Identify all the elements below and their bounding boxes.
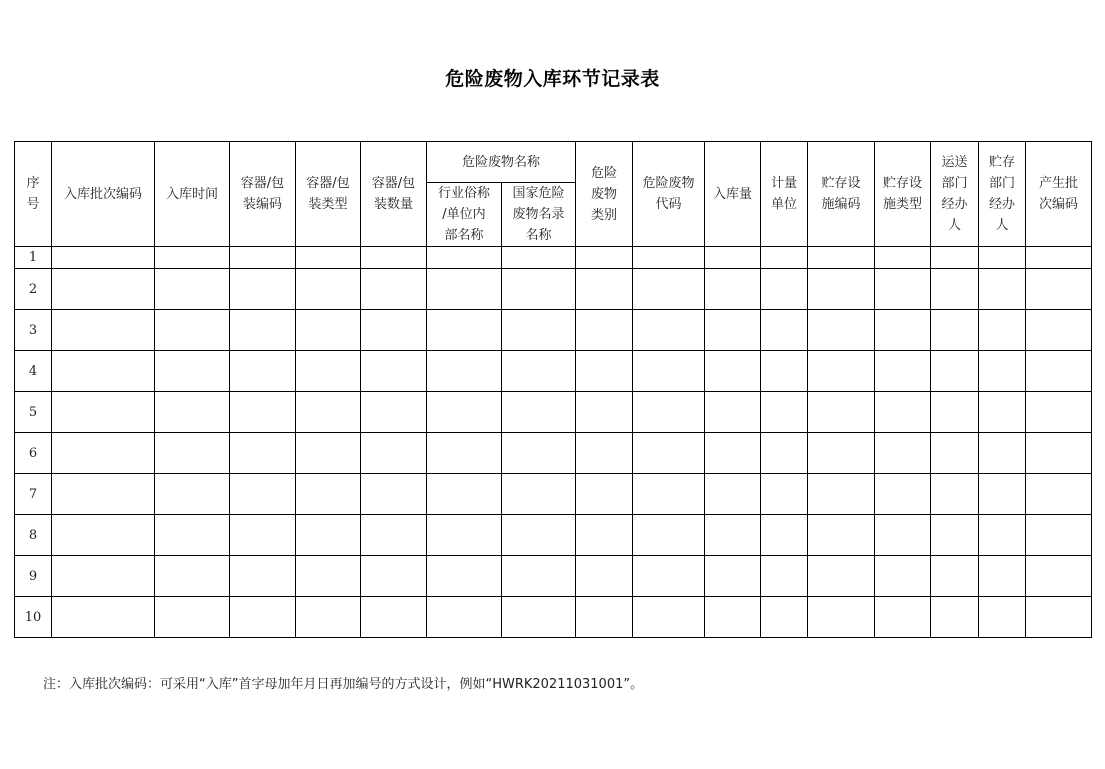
table-cell[interactable] [427,247,502,269]
table-cell[interactable] [931,269,979,310]
row-seq-number: 8 [15,515,52,556]
table-cell[interactable] [52,351,155,392]
table-cell[interactable] [979,515,1026,556]
table-cell[interactable] [361,269,427,310]
row-seq-number: 5 [15,392,52,433]
table-cell[interactable] [633,310,705,351]
table-cell[interactable] [875,556,931,597]
table-cell[interactable] [230,310,296,351]
table-cell[interactable] [705,556,761,597]
table-cell[interactable] [427,556,502,597]
table-cell[interactable] [502,247,576,269]
table-cell[interactable] [705,474,761,515]
table-cell[interactable] [52,474,155,515]
table-cell[interactable] [502,597,576,638]
row-seq-number: 4 [15,351,52,392]
row-seq-number: 10 [15,597,52,638]
table-cell[interactable] [155,310,230,351]
table-cell[interactable] [761,269,808,310]
table-cell[interactable] [761,515,808,556]
table-cell[interactable] [155,515,230,556]
table-cell[interactable] [230,351,296,392]
table-cell[interactable] [979,247,1026,269]
table-cell[interactable] [633,269,705,310]
table-cell[interactable] [808,597,875,638]
table-cell[interactable] [155,392,230,433]
table-cell[interactable] [1026,247,1092,269]
table-cell[interactable] [361,433,427,474]
table-cell[interactable] [155,556,230,597]
table-cell[interactable] [52,310,155,351]
table-cell[interactable] [633,556,705,597]
table-cell[interactable] [52,269,155,310]
table-cell[interactable] [576,269,633,310]
table-cell[interactable] [979,392,1026,433]
table-cell[interactable] [502,269,576,310]
table-cell[interactable] [296,556,361,597]
table-cell[interactable] [633,474,705,515]
table-cell[interactable] [576,433,633,474]
table-cell[interactable] [576,597,633,638]
table-cell[interactable] [576,351,633,392]
table-cell[interactable] [155,247,230,269]
table-cell[interactable] [633,247,705,269]
table-cell[interactable] [808,247,875,269]
table-cell[interactable] [979,474,1026,515]
table-cell[interactable] [230,392,296,433]
table-cell[interactable] [875,269,931,310]
table-cell[interactable] [502,351,576,392]
table-cell[interactable] [705,597,761,638]
table-cell[interactable] [52,247,155,269]
table-cell[interactable] [296,433,361,474]
table-cell[interactable] [979,556,1026,597]
table-cell[interactable] [761,474,808,515]
table-cell[interactable] [52,556,155,597]
table-cell[interactable] [576,392,633,433]
table-row [15,433,1092,474]
table-row [15,515,1092,556]
table-cell[interactable] [155,597,230,638]
table-cell[interactable] [576,310,633,351]
table-row [15,392,1092,433]
table-cell[interactable] [1026,556,1092,597]
table-cell[interactable] [427,351,502,392]
table-cell[interactable] [1026,269,1092,310]
footnote: 注：入库批次编码：可采用“入库”首字母加年月日再加编号的方式设计，例如“HWRK20211031001”。 [43,677,644,692]
table-cell[interactable] [296,515,361,556]
header-inbound-time: 入库时间 [155,142,230,247]
table-cell[interactable] [633,433,705,474]
table-cell[interactable] [1026,351,1092,392]
table-cell[interactable] [230,247,296,269]
table-row [15,269,1092,310]
table-cell[interactable] [230,433,296,474]
header-waste-name-group: 危险废物名称 [427,142,576,183]
table-cell[interactable] [761,310,808,351]
table-row [15,310,1092,351]
table-cell[interactable] [633,515,705,556]
table-body [15,247,1092,638]
table-cell[interactable] [296,310,361,351]
table-cell[interactable] [576,474,633,515]
table-cell[interactable] [808,269,875,310]
table-cell[interactable] [52,515,155,556]
header-inbound-qty: 入库量 [705,142,761,247]
table-cell[interactable] [230,269,296,310]
header-container-qty: 容器/包 装数量 [361,142,427,247]
table-cell[interactable] [875,310,931,351]
table-row [15,351,1092,392]
table-cell[interactable] [875,392,931,433]
table-cell[interactable] [931,515,979,556]
table-cell[interactable] [761,433,808,474]
table-cell[interactable] [761,556,808,597]
table-cell[interactable] [361,474,427,515]
table-cell[interactable] [427,392,502,433]
table-cell[interactable] [361,597,427,638]
header-waste-code: 危险废物 代码 [633,142,705,247]
table-cell[interactable] [1026,392,1092,433]
table-cell[interactable] [875,515,931,556]
table-cell[interactable] [761,597,808,638]
table-cell[interactable] [52,597,155,638]
table-cell[interactable] [979,597,1026,638]
table-cell[interactable] [230,474,296,515]
table-cell[interactable] [296,474,361,515]
table-cell[interactable] [808,474,875,515]
header-seq: 序 号 [15,142,52,247]
table-cell[interactable] [705,515,761,556]
table-cell[interactable] [502,310,576,351]
table-cell[interactable] [502,474,576,515]
table-cell[interactable] [705,392,761,433]
table-cell[interactable] [808,392,875,433]
table-cell[interactable] [931,392,979,433]
row-seq-number: 3 [15,310,52,351]
header-batch-code: 入库批次编码 [52,142,155,247]
header-production-batch: 产生批 次编码 [1026,142,1092,247]
table-cell[interactable] [1026,433,1092,474]
header-container-code: 容器/包 装编码 [230,142,296,247]
table-cell[interactable] [808,310,875,351]
table-cell[interactable] [875,433,931,474]
table-cell[interactable] [633,351,705,392]
table-cell[interactable] [576,556,633,597]
table-cell[interactable] [875,247,931,269]
table-cell[interactable] [502,515,576,556]
row-seq-number: 7 [15,474,52,515]
table-cell[interactable] [931,474,979,515]
table-row [15,474,1092,515]
table-cell[interactable] [979,269,1026,310]
table-cell[interactable] [155,433,230,474]
table-cell[interactable] [705,351,761,392]
table-cell[interactable] [427,474,502,515]
table-cell[interactable] [875,597,931,638]
table-cell[interactable] [427,597,502,638]
row-seq-number: 2 [15,269,52,310]
table-cell[interactable] [705,433,761,474]
table-cell[interactable] [931,310,979,351]
table-cell[interactable] [1026,515,1092,556]
table-cell[interactable] [931,351,979,392]
header-storage-handler: 贮存 部门 经办 人 [979,142,1026,247]
table-cell[interactable] [361,351,427,392]
table-cell[interactable] [361,247,427,269]
table-cell[interactable] [875,351,931,392]
table-cell[interactable] [931,433,979,474]
table-cell[interactable] [361,310,427,351]
table-cell[interactable] [979,351,1026,392]
table-cell[interactable] [931,556,979,597]
table-cell[interactable] [502,433,576,474]
table-cell[interactable] [705,247,761,269]
table-cell[interactable] [705,310,761,351]
table-cell[interactable] [931,247,979,269]
table-cell[interactable] [296,269,361,310]
table-cell[interactable] [52,433,155,474]
table-cell[interactable] [296,597,361,638]
header-unit: 计量 单位 [761,142,808,247]
table-cell[interactable] [761,392,808,433]
table-cell[interactable] [875,474,931,515]
table-cell[interactable] [427,433,502,474]
header-container-type: 容器/包 装类型 [296,142,361,247]
header-facility-type: 贮存设 施类型 [875,142,931,247]
table-cell[interactable] [361,515,427,556]
table-row [15,597,1092,638]
table-cell[interactable] [296,351,361,392]
table-cell[interactable] [230,515,296,556]
table-cell[interactable] [576,515,633,556]
inbound-record-table [14,141,1092,638]
table-cell[interactable] [52,392,155,433]
row-seq-number: 1 [15,247,52,269]
table-cell[interactable] [502,556,576,597]
table-cell[interactable] [705,269,761,310]
table-cell[interactable] [633,597,705,638]
table-row [15,556,1092,597]
table-cell[interactable] [808,351,875,392]
table-cell[interactable] [761,247,808,269]
table-cell[interactable] [808,433,875,474]
header-national-name: 国家危险 废物名录 名称 [502,183,576,247]
table-cell[interactable] [427,310,502,351]
row-seq-number: 9 [15,556,52,597]
table-cell[interactable] [296,392,361,433]
table-cell[interactable] [427,269,502,310]
table-cell[interactable] [296,247,361,269]
table-cell[interactable] [361,392,427,433]
page-title: 危险废物入库环节记录表 [445,68,660,90]
table-cell[interactable] [1026,597,1092,638]
table-cell[interactable] [761,351,808,392]
table-cell[interactable] [931,597,979,638]
table-cell[interactable] [808,515,875,556]
header-facility-code: 贮存设 施编码 [808,142,875,247]
table-cell[interactable] [1026,310,1092,351]
table-cell[interactable] [576,247,633,269]
table-cell[interactable] [502,392,576,433]
table-cell[interactable] [155,269,230,310]
header-waste-category: 危险 废物 类别 [576,142,633,247]
table-cell[interactable] [230,556,296,597]
header-transport-handler: 运送 部门 经办 人 [931,142,979,247]
table-cell[interactable] [427,515,502,556]
table-cell[interactable] [808,556,875,597]
table-cell[interactable] [155,351,230,392]
table-cell[interactable] [155,474,230,515]
table-cell[interactable] [979,433,1026,474]
table-cell[interactable] [633,392,705,433]
header-row-top [15,142,1092,183]
table-cell[interactable] [230,597,296,638]
table-row [15,247,1092,269]
header-industry-name: 行业俗称 /单位内 部名称 [427,183,502,247]
table-cell[interactable] [361,556,427,597]
table-cell[interactable] [979,310,1026,351]
table-cell[interactable] [1026,474,1092,515]
row-seq-number: 6 [15,433,52,474]
